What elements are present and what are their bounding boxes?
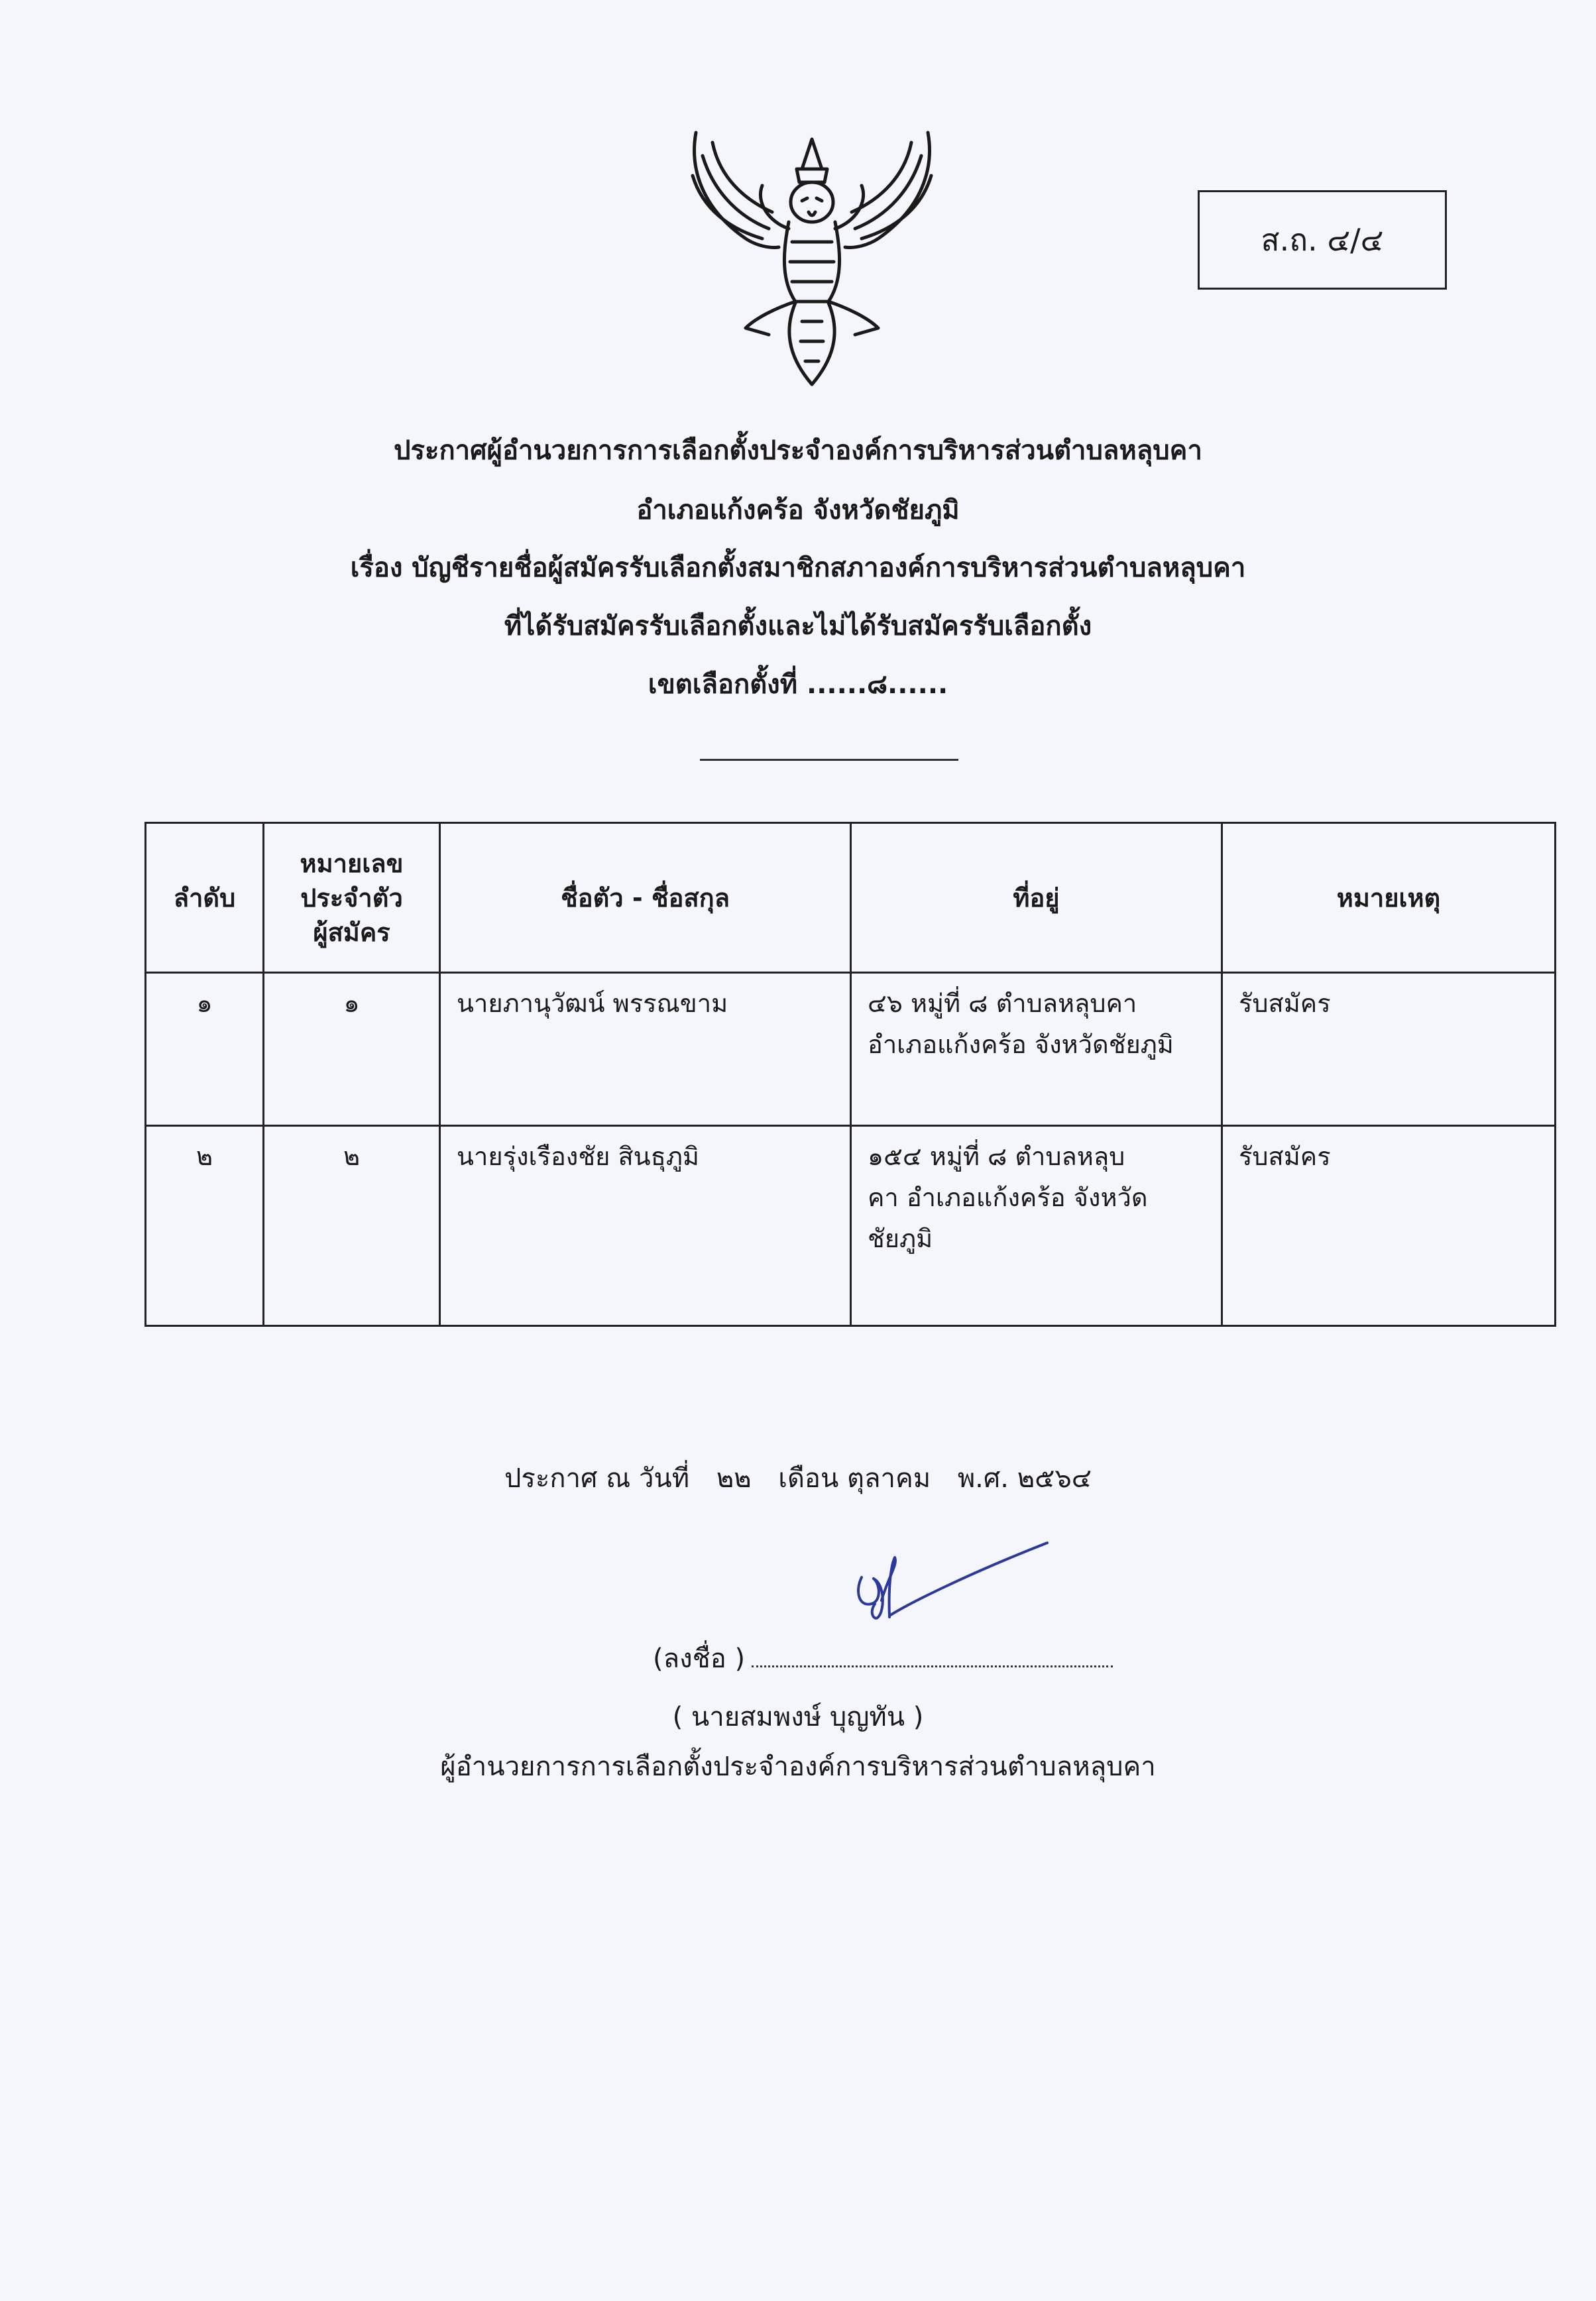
title-divider (700, 759, 958, 761)
col-header-number-l3: ผู้สมัคร (313, 917, 390, 947)
sign-line (653, 1637, 1113, 1679)
cell-order: ๒ (146, 1126, 264, 1326)
address-line-2: อำเภอแก้งคร้อ จังหวัดชัยภูมิ (868, 1030, 1174, 1059)
announce-prefix: ประกาศ ณ วันที่ (504, 1463, 690, 1494)
cell-name: นายรุ่งเรืองชัย สินธุภูมิ (440, 1126, 851, 1326)
candidate-table (144, 822, 1556, 1327)
cell-note: รับสมัคร (1222, 1126, 1556, 1326)
subject-line: เรื่อง บัญชีรายชื่อผู้สมัครรับเลือกตั้งสมาชิกสภาองค์การบริหารส่วนตำบลหลุบคา (350, 553, 1246, 583)
announcement-title: ประกาศผู้อำนวยการการเลือกตั้งประจำองค์การบริหารส่วนตำบลหลุบคา (394, 435, 1202, 466)
address-line-1: ๔๖ หมู่ที่ ๘ ตำบลหลุบคา (868, 989, 1137, 1018)
col-header-name: ชื่อตัว - ชื่อสกุล (440, 823, 851, 973)
cell-number: ๑ (264, 973, 440, 1126)
address-line-3: ชัยภูมิ (868, 1224, 933, 1254)
subject-continuation: ที่ได้รับสมัครรับเลือกตั้งและไม่ได้รับสมัครรับเลือกตั้ง (504, 611, 1092, 642)
cell-note: รับสมัคร (1222, 973, 1556, 1126)
col-header-number-l2: ประจำตัว (300, 883, 403, 913)
cell-number: ๒ (264, 1126, 440, 1326)
announce-year: พ.ศ. ๒๕๖๔ (957, 1463, 1092, 1494)
cell-address (851, 973, 1222, 1126)
announce-month: เดือน ตุลาคม (778, 1463, 931, 1494)
form-code-box: ส.ถ. ๔/๔ (1198, 190, 1447, 290)
table-header-row (146, 823, 1556, 973)
cell-address (851, 1126, 1222, 1326)
col-header-number (264, 823, 440, 973)
cell-order: ๑ (146, 973, 264, 1126)
cell-name: นายภานุวัฒน์ พรรณขาม (440, 973, 851, 1126)
table-row (146, 1126, 1556, 1326)
sign-dotted-line (752, 1661, 1113, 1667)
sign-label: (ลงชื่อ ) (653, 1644, 746, 1674)
col-header-address: ที่อยู่ (851, 823, 1222, 973)
address-line-2: คา อำเภอแก้งคร้อ จังหวัด (868, 1183, 1148, 1213)
col-header-order: ลำดับ (146, 823, 264, 973)
district-line: อำเภอแก้งคร้อ จังหวัดชัยภูมิ (636, 495, 960, 526)
announcement-date (0, 1457, 1596, 1499)
announce-day: ๒๒ (716, 1463, 752, 1494)
handwritten-signature (848, 1538, 1054, 1644)
address-line-1: ๑๕๔ หมู่ที่ ๘ ตำบลหลุบ (868, 1142, 1125, 1172)
garuda-emblem-icon (683, 129, 941, 388)
signer-name: ( นายสมพงษ์ บุญทัน ) (672, 1702, 924, 1732)
signer-title: ผู้อำนวยการการเลือกตั้งประจำองค์การบริหารส่วนตำบลหลุบคา (440, 1752, 1156, 1782)
table-row (146, 973, 1556, 1126)
constituency-line: เขตเลือกตั้งที่ ......๘...... (648, 669, 948, 700)
col-header-note: หมายเหตุ (1222, 823, 1556, 973)
col-header-number-l1: หมายเลข (300, 848, 404, 878)
